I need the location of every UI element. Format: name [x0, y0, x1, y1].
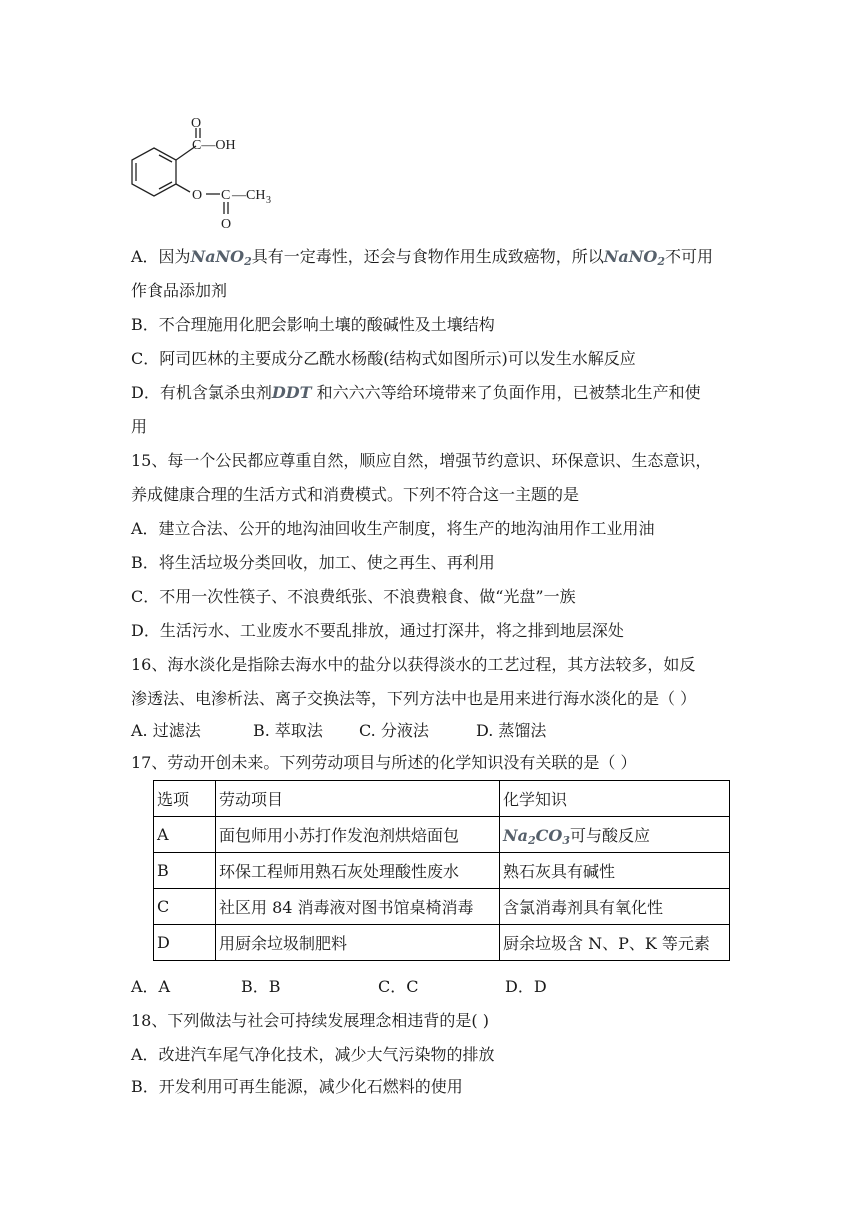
- q14-option-c: C．阿司匹林的主要成分乙酰水杨酸(结构式如图所示)可以发生水解反应: [131, 349, 636, 368]
- q14-option-d-line2: 用: [131, 417, 148, 436]
- cell-knowledge: 厨余垃圾含 N、P、K 等元素: [500, 925, 730, 961]
- q15-option-b: B．将生活垃圾分类回收，加工、使之再生、再利用: [131, 553, 495, 572]
- cell-item: 社区用 84 消毒液对图书馆桌椅消毒: [216, 889, 500, 925]
- q14-a-text-3: 不可用: [665, 247, 714, 266]
- cell-option: B: [154, 853, 216, 889]
- q17-option-c: C．C: [378, 977, 419, 996]
- na2co3-formula: [503, 826, 570, 845]
- cell-option: D: [154, 925, 216, 961]
- methyl-subscript: 3: [266, 195, 271, 206]
- cell-option: C: [154, 889, 216, 925]
- nano2-sub-2: 2: [657, 255, 666, 268]
- q17-option-a: A．A: [131, 977, 171, 996]
- carbonyl-oxygen-bottom: O: [221, 217, 232, 232]
- q17-table: [153, 780, 730, 961]
- q14-option-d-line1: [131, 383, 701, 403]
- header-labor-item: 劳动项目: [216, 781, 500, 817]
- na2co3-na: Na: [503, 825, 528, 845]
- q14-a-text-1: A．因为: [131, 247, 191, 266]
- table-row: [154, 925, 730, 961]
- q14-option-b: B．不合理施用化肥会影响土壤的酸碱性及土壤结构: [131, 315, 495, 334]
- q15-option-d: D．生活污水、工业废水不要乱排放，通过打深井，将之排到地层深处: [131, 621, 624, 640]
- cell-item: 面包师用小苏打作发泡剂烘焙面包: [216, 817, 500, 853]
- header-option: 选项: [154, 781, 216, 817]
- nano2-formula-2: [604, 247, 665, 266]
- q16-stem-line1: 16、海水淡化是指除去海水中的盐分以获得淡水的工艺过程，其方法较多，如反: [131, 655, 696, 674]
- q15-option-a: A．建立合法、公开的地沟油回收生产制度，将生产的地沟油用作工业用油: [131, 519, 655, 538]
- carboxyl-group: C—OH: [192, 138, 236, 153]
- cell-knowledge: 熟石灰具有碱性: [500, 853, 730, 889]
- nano2-main-2: NaNO: [603, 247, 658, 266]
- ester-oxygen: O: [192, 188, 203, 203]
- na2co3-sub1: 2: [528, 833, 536, 847]
- table-header-row: [154, 781, 730, 817]
- q15-stem-line2: 养成健康合理的生活方式和消费模式。下列不符合这一主题的是: [131, 485, 580, 504]
- table-row: [154, 853, 730, 889]
- cell-item: 用厨余垃圾制肥料: [216, 925, 500, 961]
- q15-option-c: C．不用一次性筷子、不浪费纸张、不浪费粮食、做“光盘”一族: [131, 587, 576, 606]
- table-row: [154, 889, 730, 925]
- cell-option: A: [154, 817, 216, 853]
- q14-a-text-2: 具有一定毒性，还会与食物作用生成致癌物，所以: [251, 247, 604, 266]
- q14-option-a-line2: 作食品添加剂: [131, 281, 228, 300]
- q14-option-a-line1: [131, 247, 713, 272]
- cell-item: 环保工程师用熟石灰处理酸性废水: [216, 853, 500, 889]
- q17-option-b: B．B: [241, 977, 281, 996]
- q18-stem: 18、下列做法与社会可持续发展理念相违背的是( ): [131, 1011, 489, 1030]
- q15-stem-line1: 15、每一个公民都应尊重自然，顺应自然，增强节约意识、环保意识、生态意识，: [131, 451, 712, 470]
- na2co3-text: 可与酸反应: [569, 825, 650, 845]
- q16-option-b: B. 萃取法: [253, 721, 323, 740]
- nano2-formula: [191, 247, 252, 266]
- q14-d-text-2: 和六六六等给环境带来了负面作用，已被禁北生产和使: [311, 383, 701, 402]
- q16-option-c: C. 分液法: [359, 721, 429, 740]
- q18-option-b: B．开发利用可再生能源，减少化石燃料的使用: [131, 1077, 463, 1096]
- nano2-sub: 2: [244, 255, 252, 268]
- ester-carbon: C: [221, 188, 231, 203]
- na2co3-co: CO: [535, 825, 563, 845]
- nano2-main: NaNO: [190, 247, 245, 266]
- q17-stem: 17、劳动开创未来。下列劳动项目与所述的化学知识没有关联的是（ ）: [131, 753, 637, 772]
- header-chem-knowledge: 化学知识: [500, 781, 730, 817]
- cell-knowledge: [500, 817, 730, 853]
- table-row: [154, 817, 730, 853]
- q18-option-a: A．改进汽车尾气净化技术，减少大气污染物的排放: [131, 1045, 495, 1064]
- q16-stem-line2: 渗透法、电渗析法、离子交换法等，下列方法中也是用来进行海水淡化的是（ ）: [131, 689, 697, 708]
- ddt-formula: DDT: [271, 383, 312, 402]
- q14-d-text-1: D．有机含氯杀虫剂: [131, 383, 272, 402]
- q16-option-a: A. 过滤法: [131, 721, 201, 740]
- carbonyl-oxygen-top: O: [191, 116, 202, 131]
- cell-knowledge: 含氯消毒剂具有氧化性: [500, 889, 730, 925]
- q16-option-d: D. 蒸馏法: [476, 721, 547, 740]
- methyl-group: —CH: [232, 188, 266, 203]
- aspirin-structure-diagram: [128, 116, 288, 234]
- q17-option-d: D．D: [505, 977, 547, 996]
- na2co3-sub2: 3: [562, 833, 570, 847]
